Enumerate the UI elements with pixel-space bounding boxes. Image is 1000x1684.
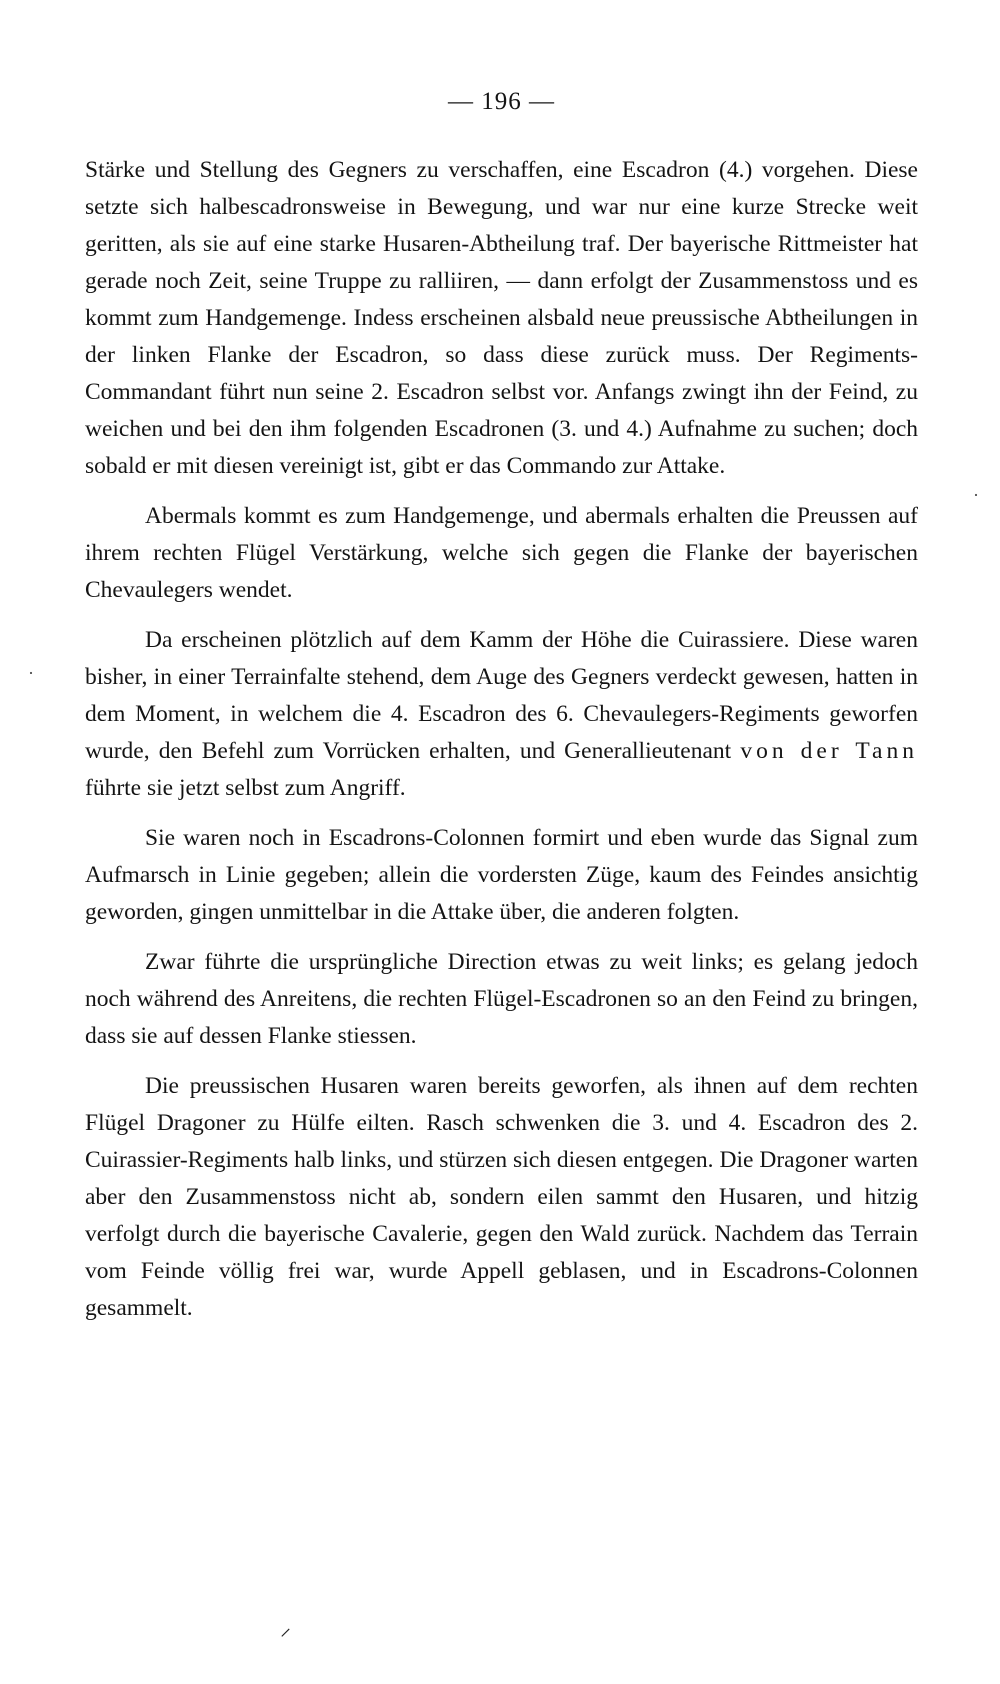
page-number: — 196 —: [448, 88, 555, 115]
paragraph-4: Sie waren noch in Escadrons-Colonnen formirt und eben wurde das Signal zum Aufmarsch in Linie gegeben; allein die vordersten Züge, kaum des Feindes ansichtig geworden, gingen unmittelbar in die Attake über, die anderen folgten.: [85, 825, 918, 925]
paragraph-5: Zwar führte die ursprüngliche Direction etwas zu weit links; es gelang jedoch noch während des Anreitens, die rechten Flügel-Escadronen so an den Feind zu bringen, dass sie auf dessen Flanke stiessen.: [85, 949, 918, 1049]
document-page: [85, 84, 918, 1644]
paragraph-1: Stärke und Stellung des Gegners zu verschaffen, eine Escadron (4.) vorgehen. Diese setzte sich halbescadronsweise in Bewegung, und war nur eine kurze Strecke weit geritten, als sie auf eine starke Husaren-Abtheilung traf. Der bayerische Rittmeister hat gerade noch Zeit, seine Truppe zu ralliiren, — dann erfolgt der Zusammenstoss und es kommt zum Handgemenge. Indess erscheinen alsbald neue preussische Abtheilungen in der linken Flanke der Escadron, so dass diese zurück muss. Der Regiments-Commandant führt nun seine 2. Escadron selbst vor. Anfangs zwingt ihn der Feind, zu weichen und bei den ihm folgenden Escadronen (3. und 4.) Aufnahme zu suchen; doch sobald er mit diesen vereinigt ist, gibt er das Commando zur Attake.: [85, 157, 918, 479]
paragraph-3: [85, 622, 918, 807]
paragraph-3-start: Da erscheinen plötzlich auf dem Kamm der Höhe die Cuirassiere. Diese waren bisher, in einer Terrainfalte stehend, dem Auge des Gegners verdeckt gewesen, hatten in dem Moment, in welchem die 4. Escadron des 6. Chevaulegers-Regiments geworfen wurde, den Befehl zum Vorrücken erhalten, und Generallieutenant: [85, 627, 918, 764]
margin-speck: ·: [973, 485, 979, 505]
paragraph-6: Die preussischen Husaren waren bereits geworfen, als ihnen auf dem rechten Flügel Dragoner zu Hülfe eilten. Rasch schwenken die 3. und 4. Escadron des 2. Cuirassier-Regiments halb links, und stürzen sich diesen entgegen. Die Dragoner warten aber den Zusammenstoss nicht ab, sondern eilen sammt den Husaren, und hitzig verfolgt durch die bayerische Cavalerie, gegen den Wald zurück. Nachdem das Terrain vom Feinde völlig frei war, wurde Appell geblasen, und in Escadrons-Colonnen gesammelt.: [85, 1073, 918, 1321]
margin-speck: ·: [28, 663, 34, 683]
paragraph-2: Abermals kommt es zum Handgemenge, und abermals erhalten die Preussen auf ihrem rechten Flügel Verstärkung, welche sich gegen die Flanke der bayerischen Chevaulegers wendet.: [85, 503, 918, 603]
footer-ink-mark: ⸝: [280, 1615, 292, 1640]
spaced-name-von-der-tann: von der Tann: [740, 738, 918, 764]
paragraph-3-end: führte sie jetzt selbst zum Angriff.: [85, 775, 406, 801]
